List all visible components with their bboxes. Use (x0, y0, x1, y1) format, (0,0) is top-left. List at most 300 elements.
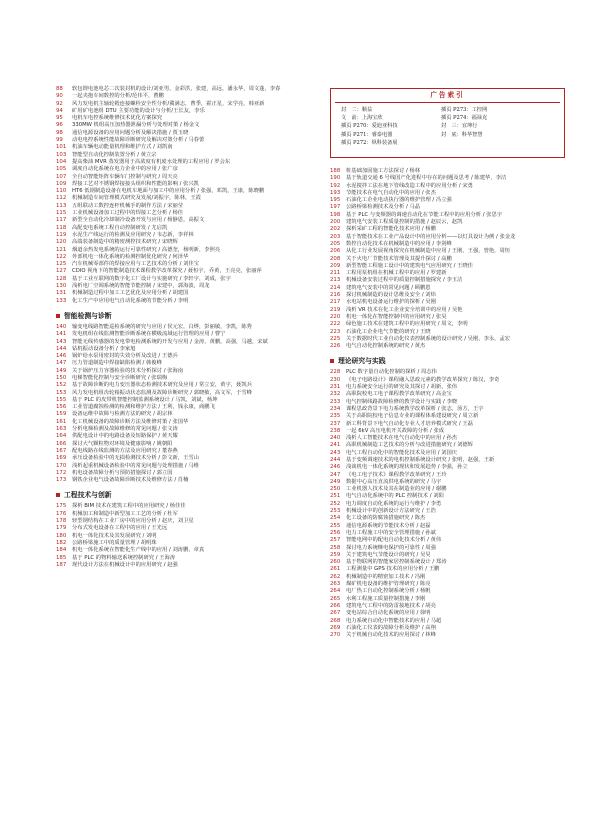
article-title: 节能技术在电气自动化中的应用 / 张杰 (346, 189, 436, 196)
article-title: 探析采矿工程的智能化技术应用 / 杨鹏 (346, 226, 436, 233)
article-title: 关于火电厂节能技术管理及其提升探讨 / 高鹏 (346, 255, 452, 262)
page-number: 166 (56, 440, 67, 447)
page-number: 144 (56, 345, 67, 352)
article-title: 压力管道制造中焊接缺陷检测 / 韩俊峰 (72, 360, 162, 367)
page-number: 269 (330, 624, 341, 631)
page-number: 265 (330, 595, 341, 602)
toc-entry[interactable] (330, 596, 568, 603)
article-title: 承压设备检验中的无损检测技术分析 / 彭文新，王雪山 (72, 455, 199, 462)
toc-entry[interactable] (330, 472, 568, 479)
article-title: 水电站机电设备运行维护的探析 / 吴刚 (346, 299, 436, 306)
article-title: 供配电设计中的电路设备及短路保护 / 黄天耀 (72, 433, 178, 440)
article-title: 输变电线路智能巡检系统的研究与应用 / 侯元宏，白烨，彭丽敏，李凯，陈秀 (72, 323, 252, 330)
toc-entry[interactable] (56, 433, 318, 440)
article-title: 机械制造车间管理模式研究及发展/刘振宇，陈林，王霞 (72, 195, 201, 202)
toc-entry[interactable] (330, 248, 568, 255)
article-title: 新型全自动化冷却制冷设备开发与应用 / 杨静恩，高振文 (72, 217, 205, 224)
page-number: 232 (330, 391, 341, 398)
page-number: 179 (56, 525, 67, 532)
article-title: 电力系统安全运行的研究及其探讨 / 胡新，张伟 (346, 384, 458, 391)
article-title: 课程思政背景下电力系统教学改革探析 / 张志，汤方，王宇 (346, 405, 484, 412)
section-marker-icon (56, 493, 60, 497)
page-number: 240 (330, 435, 341, 442)
article-title: 高职机械制造工艺技术的分析与改进措施研究 / 刘德辉 (346, 442, 473, 449)
page-number: 247 (330, 471, 341, 478)
page-number: 172 (56, 469, 67, 476)
article-title: 基于故障诊断的电力变压器状态检测技术研究及应用 / 常立安，黄宇，聂凯兵 (72, 382, 252, 389)
toc-entry[interactable] (56, 339, 318, 346)
toc-entry[interactable] (330, 464, 568, 471)
article-title: 电厂热工自动化控制系统分析 / 杨帆 (346, 588, 431, 595)
page-number: 193 (330, 189, 341, 196)
page-number: 118 (56, 224, 67, 231)
toc-entry[interactable] (56, 290, 318, 297)
article-title: 电气自动化系统中的 PLC 控制技术 / 刘阳 (346, 493, 444, 500)
page-number: 153 (56, 389, 67, 396)
page-number: 178 (56, 518, 67, 525)
article-title: 配电线路在线监测的方法及应用研究 / 董春燕 (72, 447, 178, 454)
page-number: 121 (56, 246, 67, 253)
toc-entry[interactable] (330, 428, 568, 435)
page-number: 231 (330, 384, 341, 391)
article-title: 探讨大气颗粒物对环境及健康影响 / 姚朝阳 (72, 440, 173, 447)
article-title: 石油化工企业电动执行器的维护管理 / 冯立强 (346, 197, 452, 204)
article-title: 高职院校电工电子课程教学改革研究 / 高金宝 (346, 391, 452, 398)
article-title: 水泥生产线运行的检测及应用研究 / 韦志新，李祥林 (72, 231, 194, 238)
article-title: 《电工电子技术》课程教学改革研究 / 王玲 (346, 471, 447, 478)
toc-entry[interactable] (330, 632, 568, 639)
page-number: 268 (330, 617, 341, 624)
toc-entry[interactable] (56, 268, 318, 275)
toc-entry[interactable] (330, 321, 568, 328)
article-title: 浅析人工智能技术在电气自动化中的应用 / 孙杰 (346, 435, 458, 442)
page-number: 188 (330, 168, 341, 174)
toc-entry[interactable] (330, 421, 568, 428)
ad-index-entry: 插页 P273：工控网 (441, 107, 488, 113)
page-number: 101 (56, 144, 67, 151)
article-title: 机电设备故障分析与预防措施探讨 / 郭立国 (72, 469, 173, 476)
page-number: 180 (56, 532, 67, 539)
page-number: 209 (330, 262, 341, 269)
article-title: 智能无线传感器的发电带电检测系统的开发与应用 / 金涛，黄鹏，高强，马越，宋斌 (72, 338, 268, 345)
article-title: 机械加工和制造中新型加工工艺的分析 / 杜军 (72, 510, 178, 517)
toc-entry[interactable] (330, 493, 568, 500)
article-title: 全自动智能矩阵车辆车门控制与研究 / 周天亮 (72, 173, 178, 180)
article-title: 一起 6kV 高压电机开关故障的分析 / 张成 (346, 427, 445, 434)
page-number: 182 (56, 539, 67, 546)
article-title: 基于物联网的智能家居控制系统设计 / 郑涛 (346, 559, 447, 566)
article-title: CDIO 视角下的智能制造技术课程教学改革探究 / 聂桓宇，乔黄，王亮亮，张丽萍 (72, 268, 262, 275)
page-number: 233 (330, 398, 341, 405)
toc-entry[interactable] (330, 256, 568, 263)
page-number: 249 (330, 478, 341, 485)
page-number: 213 (330, 277, 341, 284)
article-title: 高端装备制造中的精密测控技术研究 / 宋晓辉 (72, 239, 178, 246)
toc-entry[interactable] (330, 610, 568, 617)
article-title: 电力调度自动化系统的运行与维护 / 李勇 (346, 500, 442, 507)
article-title: 一起夹抱车间数控的分析/范伟平，曹鹏 (72, 93, 164, 100)
page-number: 159 (56, 411, 67, 418)
article-title: 风力发电机主轴轮毂连接螺栓安全性分析/冀满志，曹季，霍正星，宋学亮，韩亚新 (72, 100, 265, 107)
article-title: 工业机械设备加工过程中的焊接工艺分析 / 杨佳 (72, 210, 184, 217)
article-title: 基于轨道交通 6 号线国产化进程中存在的问题及思考 / 陈建华，李洁 (346, 175, 507, 182)
toc-entry[interactable] (330, 212, 568, 219)
article-title: 机械设计中的创新设计方法研究 / 王浩 (346, 508, 436, 515)
ad-index-box (330, 88, 565, 158)
page-number: 223 (330, 328, 341, 335)
article-title: 动电电控系统性能故障诊断研究及解决对策分析 / 马春蕾 (72, 137, 205, 144)
toc-entry[interactable] (56, 217, 318, 224)
page-number: 256 (330, 529, 341, 536)
article-title: 电气工程自动化中的智能化技术及应用 / 刘国庆 (346, 449, 458, 456)
article-title: 汽车机械零部件的焊接应用与工艺技术的分析 / 刘佳宝 (72, 261, 199, 268)
toc-entry[interactable] (330, 329, 568, 336)
toc-entry[interactable] (56, 368, 318, 375)
toc-entry[interactable] (330, 574, 568, 581)
toc-entry[interactable] (330, 285, 568, 292)
page-number: 214 (330, 284, 341, 291)
page-number: 147 (56, 360, 67, 367)
toc-entry[interactable] (56, 533, 318, 540)
toc-entry[interactable] (330, 204, 568, 211)
toc-entry[interactable] (330, 307, 568, 314)
article-title: 建筑电气工程中的防雷接地技术 / 胡亮 (346, 602, 436, 609)
page-number: 115 (56, 210, 67, 217)
page-number: 155 (56, 396, 67, 403)
page-number: 127 (56, 268, 67, 275)
article-title: 水泥搅拌工法在地下管线改造工程中的应用分析 / 宋勇 (346, 182, 473, 189)
article-title: 建筑电气安装中的常见问题 / 顾鹏恩 (346, 284, 431, 291)
page-number: 149 (56, 367, 67, 374)
toc-list-left (56, 86, 318, 305)
page-number: 258 (330, 544, 341, 551)
page-number: 237 (330, 420, 341, 427)
toc-entry[interactable] (56, 463, 318, 470)
toc-entry[interactable] (330, 588, 568, 595)
page-number: 252 (330, 500, 341, 507)
page-number: 107 (56, 173, 67, 180)
toc-left-column (56, 86, 318, 569)
article-title: 浅析 VR 技术在化工企业安全培训中的应用 / 吴艳 (346, 306, 463, 313)
toc-entry[interactable] (330, 515, 568, 522)
toc-entry[interactable] (330, 450, 568, 457)
article-title: 建筑电气安装工程质量控制的措施 / 赵辰云，赵凯 (346, 219, 463, 226)
page-number: 246 (330, 464, 341, 471)
article-title: 轻型钢结构在工业厂房中的应用分析 / 赵庆，刘卫星 (72, 518, 194, 525)
article-title: 公路桥梁检测技术及分析 / 马晶 (346, 204, 421, 211)
toc-entry[interactable] (56, 477, 318, 484)
page-number: 234 (330, 405, 341, 412)
toc-entry[interactable] (56, 203, 318, 210)
page-number: 217 (330, 299, 341, 306)
toc-entry[interactable] (330, 277, 568, 284)
article-title: 通信电源设备的应用问题分析及解决措施 / 贾玉晓 (72, 129, 189, 136)
page-number: 197 (330, 204, 341, 211)
article-title: 煤矿机电设备的维护管理研究 / 陈亮 (346, 581, 431, 588)
section-marker-icon (330, 359, 334, 363)
page-number: 161 (56, 418, 67, 425)
article-title: 高配变电系统工程自动控制研发 / 尤启凯 (72, 224, 168, 231)
article-title: 工业管道腐蚀检测的检测和维护方法 / 王利，钱永康，商鹏飞 (72, 404, 215, 411)
toc-entry[interactable] (330, 523, 568, 530)
page-number: 211 (330, 270, 341, 277)
page-number: 92 (56, 100, 63, 107)
page-number: 202 (330, 226, 341, 233)
page-number: 99 (56, 137, 63, 144)
article-title: 绿色施工技术在建筑工程中的应用研究 / 周文，李明 (346, 321, 468, 328)
toc-entry[interactable] (56, 525, 318, 532)
article-title: 基于智能技术在工业产品设计中的应用分析——以灯具设计为例 / 张金龙 (346, 233, 516, 240)
article-title: 机油车辆电动能量机理和维护方式 / 刘凯南 (72, 144, 173, 151)
article-title: 机电一体化系统在智能化生产线中的应用 / 刘涛鹏，章真 (72, 547, 205, 554)
toc-entry[interactable] (56, 390, 318, 397)
article-title: 五组联动工数控连杆机械手的制作方法 / 宋丽莹 (72, 202, 184, 209)
toc-entry[interactable] (330, 545, 568, 552)
article-title: 现代设计方法在机械设计中的应用研究 / 赵强 (72, 561, 178, 568)
article-title: 新型智能工程施工设计中的建筑电气应用研究 / 王晓佳 (346, 262, 473, 269)
page-number: 208 (330, 255, 341, 262)
article-title: 外部机电一体化系统的检测控制优化研究 / 何泽华 (72, 253, 189, 260)
article-title: 机电一体化在智能控制中的应用研究 / 张昊 (346, 313, 447, 320)
article-title: 电力工程施工中的安全管理措施 / 孙斌 (346, 529, 436, 536)
article-title: 关于锅炉压力容器检验的技术分析探讨 / 张海南 (72, 367, 184, 374)
article-title: 关于高职院校电子信息专业的课程体系建设研究 / 周立新 (346, 413, 479, 420)
section-title: 工程技术与创新 (64, 491, 112, 500)
page-number: 96 (56, 122, 63, 129)
page-number: 228 (330, 369, 341, 376)
toc-entry[interactable] (56, 101, 318, 108)
article-title: 探讨电力系统继电保护的可靠性 / 周强 (346, 544, 436, 551)
page-number: 104 (56, 158, 67, 165)
page-number: 88 (56, 86, 63, 92)
toc-entry[interactable] (56, 511, 318, 518)
article-title: 石油化工仪表的故障分析及维护 / 高翔 (346, 624, 436, 631)
page-number: 98 (56, 129, 63, 136)
page-number: 185 (56, 554, 67, 561)
article-title: 机械制造过程中加工工艺优化及应用分析 / 胡建国 (72, 290, 189, 297)
article-title: 智能电网中的配电自动化技术分析 / 黄伟 (346, 537, 442, 544)
article-title: 基于变频调速技术的电机控制系统设计研究 / 张明，赵强，王新 (346, 456, 495, 463)
page-number: 206 (330, 248, 341, 255)
page-number: 131 (56, 290, 67, 297)
toc-entry[interactable] (56, 195, 318, 202)
page-number: 103 (56, 151, 67, 158)
toc-entry[interactable] (330, 226, 568, 233)
page-number: 95 (56, 115, 63, 122)
article-title: PLC 数字量自动化控制的探析 / 周志伟 (346, 369, 437, 376)
toc-entry[interactable] (56, 441, 318, 448)
toc-entry[interactable] (330, 377, 568, 384)
article-title: 探讨机械制造的设计思维及安全 / 刘炜 (346, 292, 436, 299)
toc-entry[interactable] (330, 183, 568, 190)
ad-index-entry: 插页 P271：睿泰电器 (341, 131, 393, 138)
page-number: 243 (330, 449, 341, 456)
toc-entry[interactable] (56, 503, 318, 510)
page-number: 112 (56, 195, 67, 202)
article-title: 浅谈机电一体化系统的现状和发展趋势 / 李强，孙立 (346, 464, 468, 471)
page-number: 226 (330, 343, 341, 350)
toc-entry[interactable] (56, 166, 318, 173)
toc-entry[interactable] (56, 298, 318, 305)
toc-entry[interactable] (330, 234, 568, 241)
page-number: 270 (330, 632, 341, 639)
page-number: 109 (56, 180, 67, 187)
ad-index-entry: 插页 P270：爱迪亚科技 (341, 123, 398, 130)
page-number: 253 (330, 508, 341, 515)
toc-entry[interactable] (56, 247, 318, 254)
article-title: 电力系统自动化中智能技术的应用 / 马超 (346, 617, 442, 624)
page-number: 250 (330, 486, 341, 493)
ad-index-title: 广告索引 (430, 91, 465, 99)
toc-entry[interactable] (56, 144, 318, 151)
toc-entry[interactable] (330, 391, 568, 398)
toc-entry[interactable] (330, 566, 568, 573)
toc-entry[interactable] (330, 618, 568, 625)
page-number: 241 (330, 442, 341, 449)
ad-index-entry: 封 三：宜坤行 (441, 123, 478, 130)
toc-entry[interactable] (56, 411, 318, 418)
article-title: 《电子电路设计》课程融入思政元素的教学改革探究 / 陈汉，李奇 (346, 376, 500, 383)
ad-index-entry: 封 二：顺益 (341, 107, 373, 113)
page-number: 176 (56, 510, 67, 517)
toc-entry[interactable] (330, 442, 568, 449)
page-number: 152 (56, 382, 67, 389)
page-number: 225 (330, 335, 341, 342)
page-number: 235 (330, 413, 341, 420)
ad-index-entry: 封 底：科华智慧 (441, 131, 483, 138)
toc-entry[interactable] (330, 399, 568, 406)
toc-right-column (330, 168, 568, 639)
toc-entry[interactable] (56, 331, 318, 338)
toc-entry[interactable] (56, 174, 318, 181)
article-title: HT6 低钢制造设备在电机车地面与加工中的应用分析 / 张强，邓凯，王康，陈晓鹏 (72, 188, 265, 195)
ad-index-entry: 插页 P274：福禄克 (441, 115, 488, 122)
page-number: 259 (330, 551, 341, 558)
article-title: 电梯智能化控制与安全诊断研究 / 张瑞梅 (72, 374, 168, 381)
article-title: 分布式发电设备在工程中的应用 / 王光远 (72, 525, 168, 532)
article-title: 关于数据时代工业自动化仪表控制系统的设计研究 / 吴刚，李永，孟宏 (346, 335, 511, 342)
article-title: 矿用矿电池组 DTU 主要功能的设计与分析/王长友，李乐 (72, 107, 205, 114)
ad-index-entry: 文 前：上海宝欣 (341, 115, 383, 122)
page-number: 198 (330, 211, 341, 218)
toc-entry[interactable] (330, 369, 568, 376)
toc-entry[interactable] (330, 175, 568, 182)
article-title: 基于工业互联网的数字化工厂设计与实施研究 / 李轩宇，刘成，张宇 (72, 275, 231, 282)
toc-entry[interactable] (56, 152, 318, 159)
article-title: 关于机械自动化技术的应用探讨 / 林峰 (346, 632, 436, 639)
page-number: 254 (330, 515, 341, 522)
article-title: 工程用泵机组在机械工程中的应用 / 罗建新 (346, 270, 447, 277)
article-title: 数据中心高压直流供电系统的研究 / 马宇 (346, 478, 442, 485)
toc-entry[interactable] (56, 225, 318, 232)
page-number: 122 (56, 253, 67, 260)
article-title: 基于 PLC 与变频器的调速自动化在节能工程中的应用分析 / 张思宇 (346, 211, 503, 218)
article-title: 机械设备安装过程中的质量控制措施探究 / 李玉洁 (346, 277, 463, 284)
page-number: 120 (56, 239, 67, 246)
article-title: 软包锂电池电芯二次装封机的设计/刘亚男，金彩洪，张建，高远，潘永华，周文蓬，李春 (72, 86, 281, 92)
article-title: 机电一体化技术及其发展研究 / 刘明 (72, 532, 157, 539)
page-number: 119 (56, 231, 67, 238)
toc-list-engineering (56, 503, 318, 569)
toc-entry[interactable] (330, 625, 568, 632)
article-title: 从化工行业发展视角探究在机械制造中应用 / 王刚，王强，曾艳，周恒 (346, 248, 511, 255)
ad-index-grid (341, 106, 561, 147)
article-title: 分析电梯检测及故障维修的常见问题 / 张文涛 (72, 426, 178, 433)
toc-entry[interactable] (330, 537, 568, 544)
article-title: 工业机器人技术及其在制造业的应用 / 谢鹏 (346, 486, 447, 493)
page-number: 195 (330, 197, 341, 204)
toc-entry[interactable] (56, 562, 318, 569)
toc-list-right (330, 168, 568, 350)
toc-entry[interactable] (56, 382, 318, 389)
page-number: 128 (56, 275, 67, 282)
article-title: 关于建筑电气节能设计的研究 / 吴昊 (346, 551, 431, 558)
toc-entry[interactable] (330, 501, 568, 508)
toc-entry[interactable] (56, 93, 318, 100)
page-number: 113 (56, 202, 67, 209)
page-number: 143 (56, 338, 67, 345)
article-title: 工程测量中 GPS 技术的应用分析 / 王鹏 (346, 566, 440, 573)
toc-entry[interactable] (330, 343, 568, 350)
toc-entry[interactable] (56, 346, 318, 353)
toc-entry[interactable] (56, 130, 318, 137)
page-number: 244 (330, 456, 341, 463)
article-title: 电机车电控系统维修技术优化方案探究 (72, 115, 163, 122)
article-title: 数控自动化技术在机械制造中的应用 / 李剑峰 (346, 240, 452, 247)
article-title: 探析 BIM 技术在建筑工程中的应用研究 / 杨佳佳 (72, 503, 186, 510)
page-number: 164 (56, 433, 67, 440)
page-number: 105 (56, 166, 67, 173)
toc-entry[interactable] (56, 239, 318, 246)
page-number: 187 (56, 561, 67, 568)
toc-entry[interactable] (330, 299, 568, 306)
toc-entry[interactable] (56, 360, 318, 367)
toc-entry[interactable] (56, 547, 318, 554)
page-number: 117 (56, 217, 67, 224)
toc-entry[interactable] (330, 413, 568, 420)
toc-entry[interactable] (56, 455, 318, 462)
toc-entry[interactable] (56, 276, 318, 283)
page-number: 130 (56, 283, 67, 290)
page-number: 169 (56, 455, 67, 462)
page-number: 251 (330, 493, 341, 500)
page-number: 200 (330, 219, 341, 226)
article-title: 电气自动化控制系统的研究 / 黄杰 (346, 343, 426, 350)
article-title: 桩基础加固施工方法探讨 / 杨林 (346, 168, 421, 174)
page-number: 266 (330, 602, 341, 609)
section-title: 智能检测与诊断 (64, 311, 112, 320)
article-title: 发电机组在线监测智能诊断系统在横级流域运行管理的应用 / 曹宁 (72, 331, 226, 338)
page-number: 238 (330, 427, 341, 434)
article-title: 公路桥梁施工中的质量管理 / 胡明珠 (72, 539, 157, 546)
article-title: 浅析起重机械设备检验中的常见问题与处理措施 / 马维 (72, 462, 199, 469)
toc-entry[interactable] (56, 419, 318, 426)
article-title: 化工机械设备的故障诊断方法及维修对策 / 张国华 (72, 418, 189, 425)
toc-entry[interactable] (56, 555, 318, 562)
page-number: 141 (56, 331, 67, 338)
page-number: 170 (56, 462, 67, 469)
article-title: 电气控制线路故障检修的教学设计与实践 / 李晓 (346, 398, 458, 405)
page-number: 175 (56, 503, 67, 510)
article-title: 风力发电机组齿轮箱振动状态监测及故障诊断研究 / 郭晓敏，高文军，于雪峰 (72, 389, 252, 396)
page-number: 150 (56, 374, 67, 381)
article-title: 锅炉给水泵用密封的失效分析及改进 / 王德兵 (72, 353, 178, 360)
page-number: 173 (56, 477, 67, 484)
section-marker-icon (56, 314, 60, 318)
page-number: 255 (330, 522, 341, 529)
toc-entry[interactable] (56, 122, 318, 129)
page-number: 192 (330, 182, 341, 189)
